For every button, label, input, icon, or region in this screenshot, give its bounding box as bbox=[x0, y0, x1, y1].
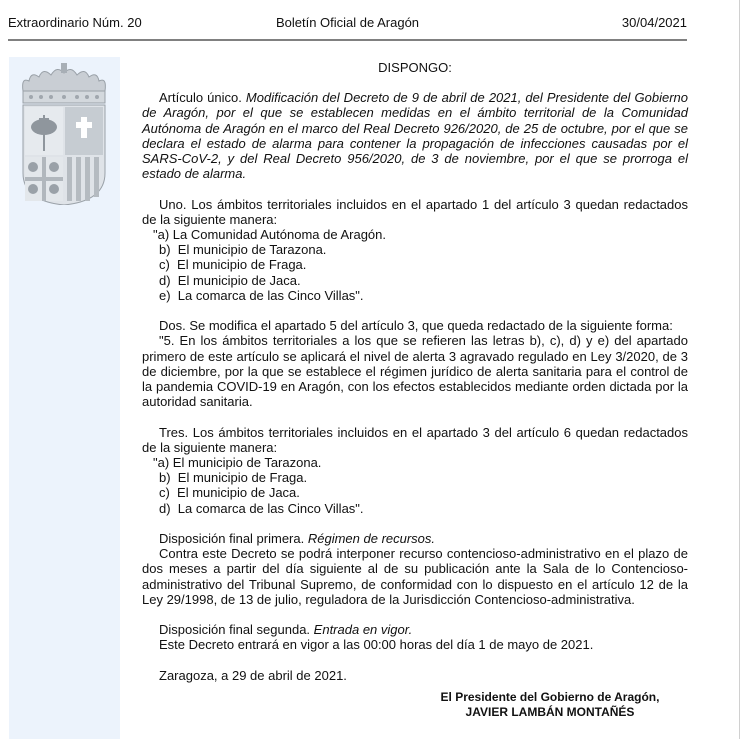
list-item: d) El municipio de Jaca. bbox=[159, 272, 301, 288]
final-provision-1-text: Contra este Decreto se podrá interponer recurso contencioso-administrativo en el plazo de dos meses a partir del día siguiente al de su publicación ante la Sala de lo Contencioso-administrativo del Tribunal Supremo, de conformidad con lo dispuesto en el artículo 12 de la Ley 29/1998, de 13 de julio, reguladora de la Jurisdicción Contencioso-administrativa. bbox=[142, 546, 688, 607]
list-item: e) La comarca de las Cinco Villas". bbox=[159, 287, 364, 303]
page-header bbox=[8, 14, 687, 32]
place-date: Zaragoza, a 29 de abril de 2021. bbox=[159, 667, 347, 683]
dos-intro: Dos. Se modifica el apartado 5 del artículo 3, que queda redactado de la siguiente forma: bbox=[159, 318, 673, 334]
publication-title: Boletín Oficial de Aragón bbox=[275, 15, 420, 30]
section-title: DISPONGO: bbox=[378, 60, 452, 75]
final-provision-2-label: Disposición final segunda. bbox=[159, 622, 311, 638]
list-item: c) El municipio de Jaca. bbox=[159, 485, 300, 501]
tres-intro: Tres. Los ámbitos territoriales incluidos en el apartado 3 del artículo 6 quedan redactados de la siguiente manera: bbox=[142, 424, 688, 455]
list-item: d) La comarca de las Cinco Villas". bbox=[159, 500, 364, 516]
final-provision-2-heading bbox=[142, 622, 688, 637]
signature-title: El Presidente del Gobierno de Aragón, bbox=[440, 690, 660, 704]
final-provision-2-text: Este Decreto entrará en vigor a las 00:00 horas del día 1 de mayo de 2021. bbox=[159, 637, 594, 653]
issue-number: Extraordinario Núm. 20 bbox=[8, 15, 142, 30]
final-provision-1-heading bbox=[142, 531, 688, 546]
list-item: "a) El municipio de Tarazona. bbox=[153, 455, 322, 471]
list-item: b) El municipio de Tarazona. bbox=[159, 242, 327, 258]
coat-of-arms-icon bbox=[17, 63, 111, 205]
signature-name: JAVIER LAMBÁN MONTAÑÉS bbox=[465, 705, 635, 719]
document-body bbox=[142, 60, 688, 683]
final-provision-1-label: Disposición final primera. bbox=[159, 531, 305, 547]
header-divider bbox=[8, 39, 687, 41]
final-provision-2-title: Entrada en vigor. bbox=[313, 622, 413, 638]
list-item: c) El municipio de Fraga. bbox=[159, 257, 307, 273]
list-item: "a) La Comunidad Autónoma de Aragón. bbox=[153, 227, 386, 243]
signature-block bbox=[400, 690, 700, 720]
uno-intro: Uno. Los ámbitos territoriales incluidos en el apartado 1 del artículo 3 quedan redactados de la siguiente manera: bbox=[142, 196, 688, 227]
article-label: Artículo único. bbox=[159, 90, 242, 106]
page-edge bbox=[739, 0, 740, 739]
article-paragraph bbox=[142, 90, 688, 181]
list-item: b) El municipio de Fraga. bbox=[159, 470, 308, 486]
article-heading: Modificación del Decreto de 9 de abril de 2021, del Presidente del Gobierno de Aragón, por el que se establecen medidas en el ámbito territorial de la Comunidad Autónoma de Aragón en el marco del Real Decreto 926/2020, de 25 de octubre, por el que se declara el estado de alarma para contener la propagación de infecciones causadas por el SARS-CoV-2, y del Real Decreto 956/2020, de 3 de noviembre, por el que se prorroga el estado de alarma. bbox=[142, 90, 688, 182]
final-provision-1-title: Régimen de recursos. bbox=[307, 531, 436, 547]
publication-date: 30/04/2021 bbox=[621, 15, 687, 30]
dos-text: "5. En los ámbitos territoriales a los que se refieren las letras b), c), d) y e) del apartado primero de este artículo se aplicará el nivel de alerta 3 agravado regulado en Ley 3/2020, de 3 de diciembre, por la que se establece el régimen jurídico de alerta sanitaria para el control de la pandemia COVID-19 en Aragón, con los efectos establecidos mediante orden dictada por la autoridad sanitaria. bbox=[142, 333, 688, 410]
